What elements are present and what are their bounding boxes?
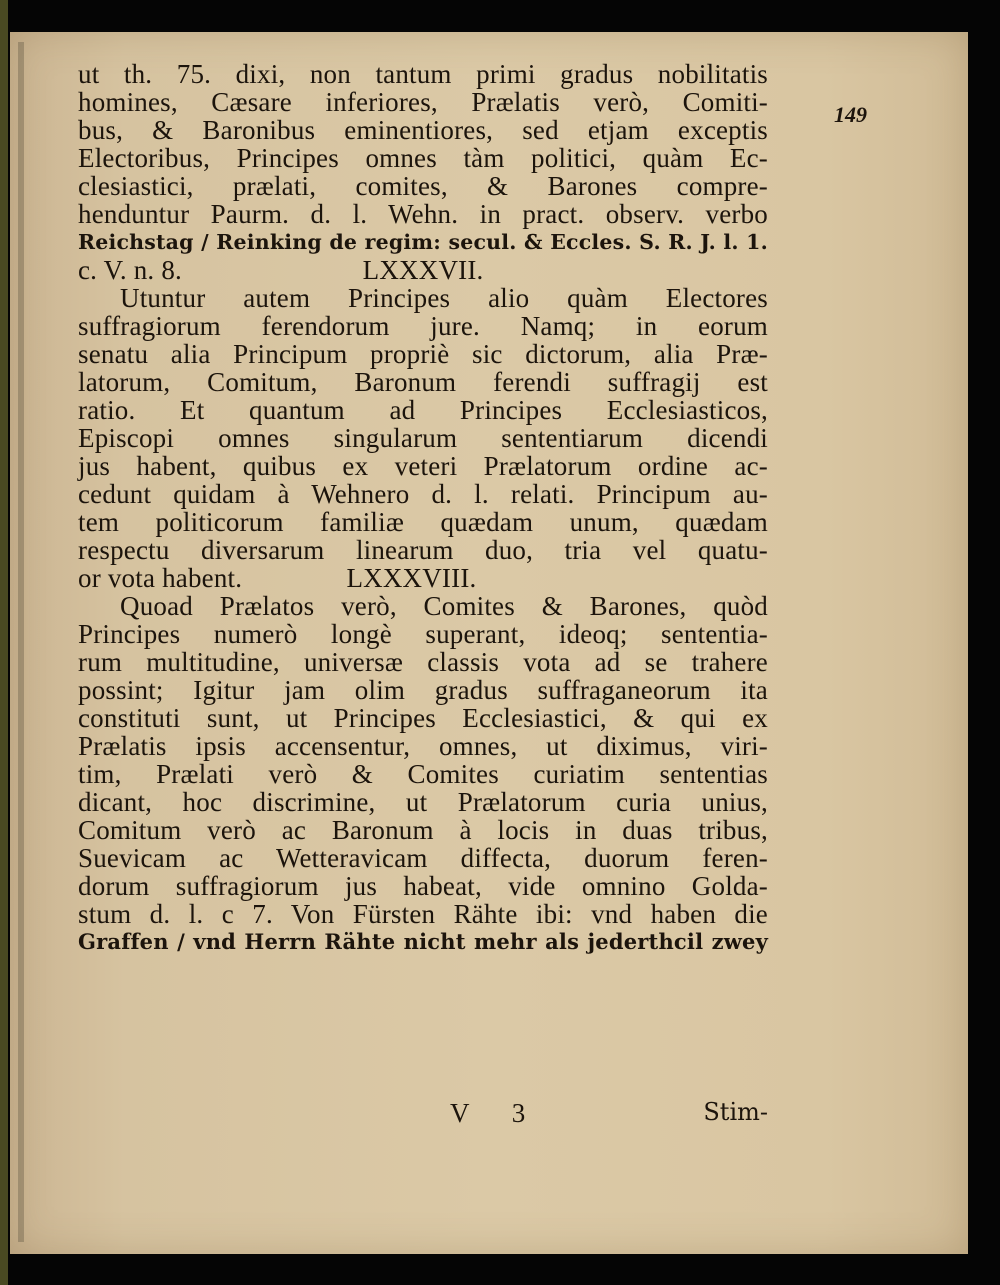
text-line: senatu alia Principum propriè sic dictorum, alia Præ- xyxy=(78,339,768,369)
scan-left-edge xyxy=(0,0,8,1285)
page-number: 149 xyxy=(834,102,867,127)
text-line: Suevicam ac Wetteravicam diffecta, duorum feren- xyxy=(78,843,768,873)
text-line: homines, Cæsare inferiores, Prælatis verò, Comiti- xyxy=(78,87,768,117)
text-line: tim, Prælati verò & Comites curiatim sententias xyxy=(78,759,768,789)
text-line: Principes numerò longè superant, ideoq; sententia- xyxy=(78,619,768,649)
text-line: cedunt quidam à Wehnero d. l. relati. Principum au- xyxy=(78,479,768,509)
text-line: Graffen / vnd Herrn Rähte nicht mehr als jederthcil zwey xyxy=(78,929,768,954)
text-line: dorum suffragiorum jus habeat, vide omnino Golda- xyxy=(78,871,768,901)
text-line: rum multitudine, universæ classis vota ad se trahere xyxy=(78,647,768,677)
page-footer xyxy=(78,1098,768,1128)
text-line: jus habent, quibus ex veteri Prælatorum ordine ac- xyxy=(78,451,768,481)
text-line: henduntur Paurm. d. l. Wehn. in pract. observ. verbo xyxy=(78,199,768,229)
paragraph-start: Quoad Prælatos verò, Comites & Barones, quòd xyxy=(120,591,768,621)
text-line: stum d. l. c 7. Von Fürsten Rähte ibi: vnd haben die xyxy=(78,899,768,929)
text-line: bus, & Baronibus eminentiores, sed etjam exceptis xyxy=(78,115,768,145)
text-line: tem politicorum familiæ quædam unum, quædam xyxy=(78,507,768,537)
text-line: suffragiorum ferendorum jure. Namq; in eorum xyxy=(78,311,768,341)
page-gutter xyxy=(18,42,24,1242)
signature-mark: V 3 xyxy=(450,1098,544,1128)
text-line: ut th. 75. dixi, non tantum primi gradus nobilitatis xyxy=(78,59,768,89)
text-line: Reichstag / Reinking de regim: secul. & Eccles. S. R. J. l. 1. xyxy=(78,230,768,254)
paragraph-start: Utuntur autem Principes alio quàm Electores xyxy=(120,283,768,313)
text-line: respectu diversarum linearum duo, tria vel quatu- xyxy=(78,535,768,565)
text-line: constituti sunt, ut Principes Ecclesiastici, & qui ex xyxy=(78,703,768,733)
catchword: Stim- xyxy=(703,1098,768,1126)
text-line: Comitum verò ac Baronum à locis in duas tribus, xyxy=(78,815,768,845)
text-line: possint; Igitur jam olim gradus suffraganeorum ita xyxy=(78,675,768,705)
page-text xyxy=(78,60,768,956)
text-line: Episcopi omnes singularum sententiarum dicendi xyxy=(78,423,768,453)
section-number-line: or vota habent. LXXXVIII. xyxy=(78,563,477,593)
text-line: dicant, hoc discrimine, ut Prælatorum curia unius, xyxy=(78,787,768,817)
section-number-line: c. V. n. 8. LXXXVII. xyxy=(78,255,484,285)
text-line: Electoribus, Principes omnes tàm politici, quàm Ec- xyxy=(78,143,768,173)
text-line: ratio. Et quantum ad Principes Ecclesiasticos, xyxy=(78,395,768,425)
text-line: latorum, Comitum, Baronum ferendi suffragij est xyxy=(78,367,768,397)
text-line: clesiastici, prælati, comites, & Barones compre- xyxy=(78,171,768,201)
text-line: Prælatis ipsis accensentur, omnes, ut diximus, viri- xyxy=(78,731,768,761)
